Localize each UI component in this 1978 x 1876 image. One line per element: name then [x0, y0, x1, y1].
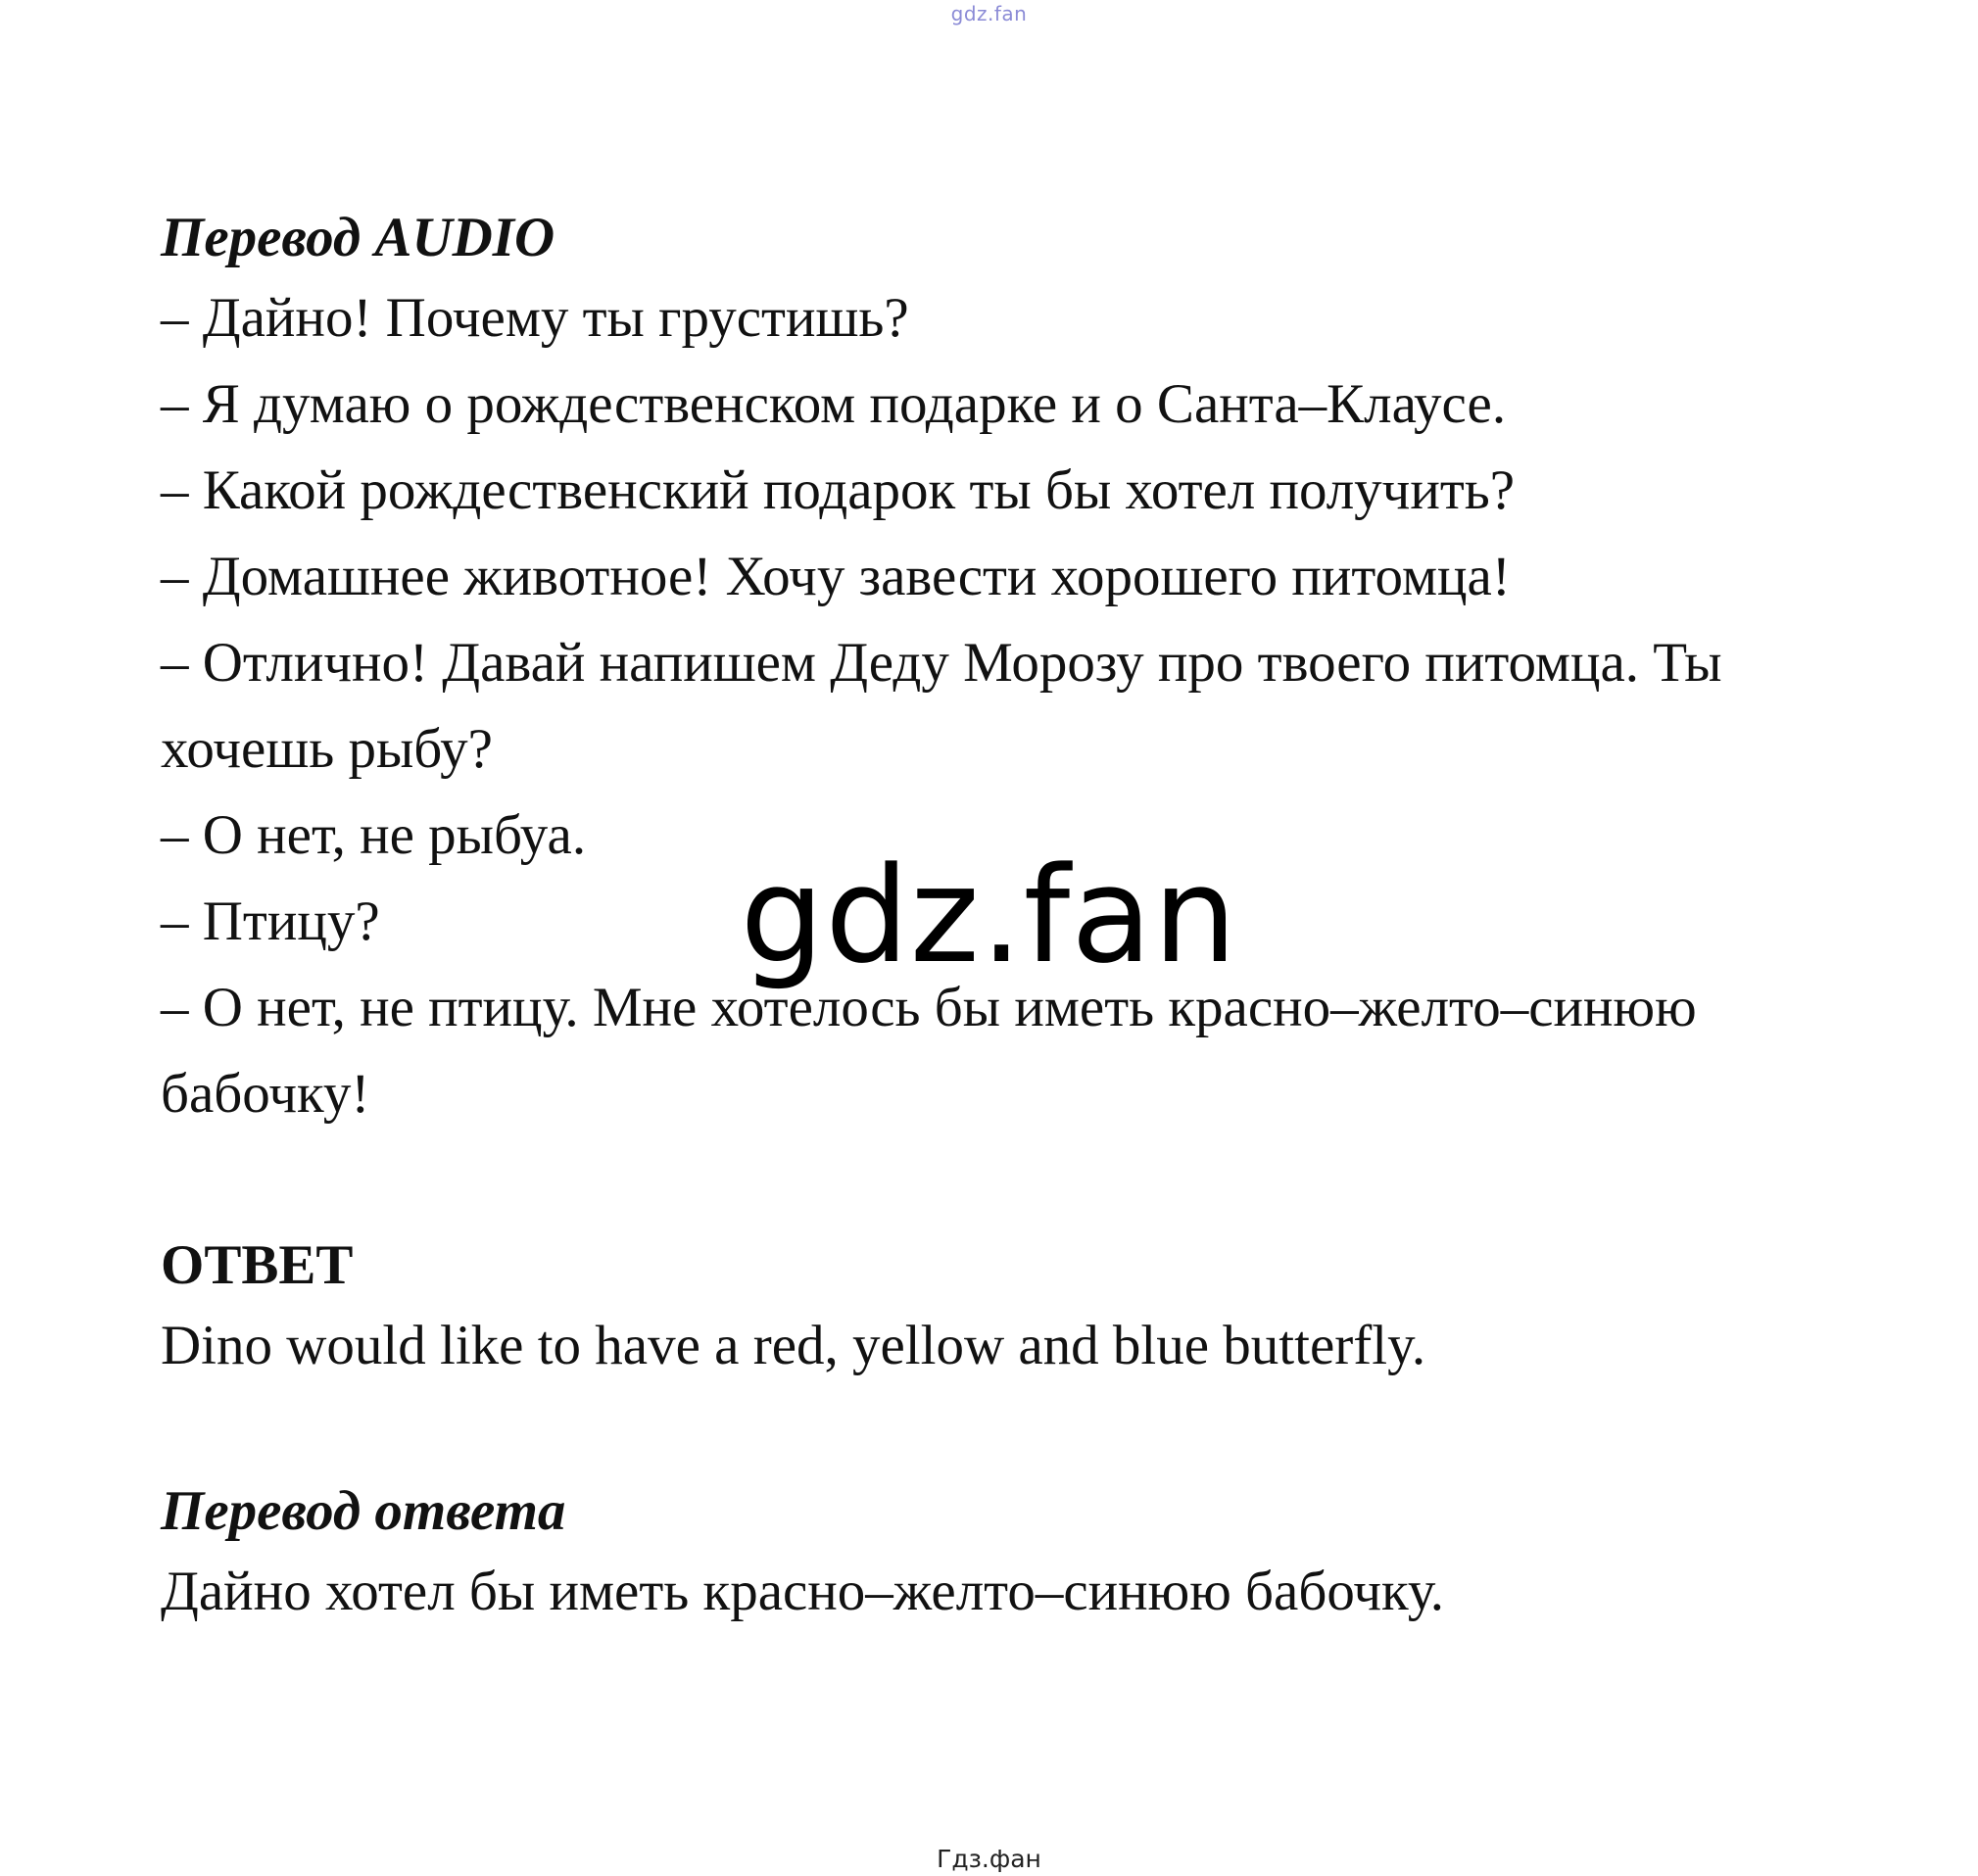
- top-watermark: gdz.fan: [950, 2, 1028, 25]
- dialogue-line: бабочку!: [161, 1063, 370, 1125]
- dialogue-line: – Я думаю о рождественском подарке и о Санта–Клаусе.: [161, 373, 1507, 435]
- dialogue-line: – Какой рождественский подарок ты бы хотел получить?: [161, 459, 1516, 521]
- dialogue-line: – Птицу?: [161, 890, 380, 952]
- center-watermark: gdz.fan: [740, 839, 1238, 992]
- dialogue-lines: [161, 275, 1826, 1137]
- audio-translation-heading: Перевод AUDIO: [161, 207, 555, 268]
- answer-text: Dino would like to have a red, yellow and blue butterfly.: [161, 1315, 1426, 1376]
- dialogue-line: – Дайно! Почему ты грустишь?: [161, 287, 909, 349]
- answer-translation-heading: Перевод ответа: [161, 1480, 566, 1542]
- dialogue-line: – О нет, не рыбуа.: [161, 804, 587, 866]
- dialogue-line: – Отлично! Давай напишем Деду Морозу про твоего питомца. Ты: [161, 632, 1722, 694]
- dialogue-line: – О нет, не птицу. Мне хотелось бы иметь красно–желто–синюю: [161, 977, 1697, 1038]
- dialogue-line: хочешь рыбу?: [161, 718, 493, 780]
- answer-heading: ОТВЕТ: [161, 1234, 354, 1296]
- answer-translation-text: Дайно хотел бы иметь красно–желто–синюю бабочку.: [161, 1561, 1444, 1622]
- dialogue-line: – Домашнее животное! Хочу завести хорошего питомца!: [161, 546, 1511, 607]
- footer-watermark: Гдз.фан: [937, 1845, 1041, 1873]
